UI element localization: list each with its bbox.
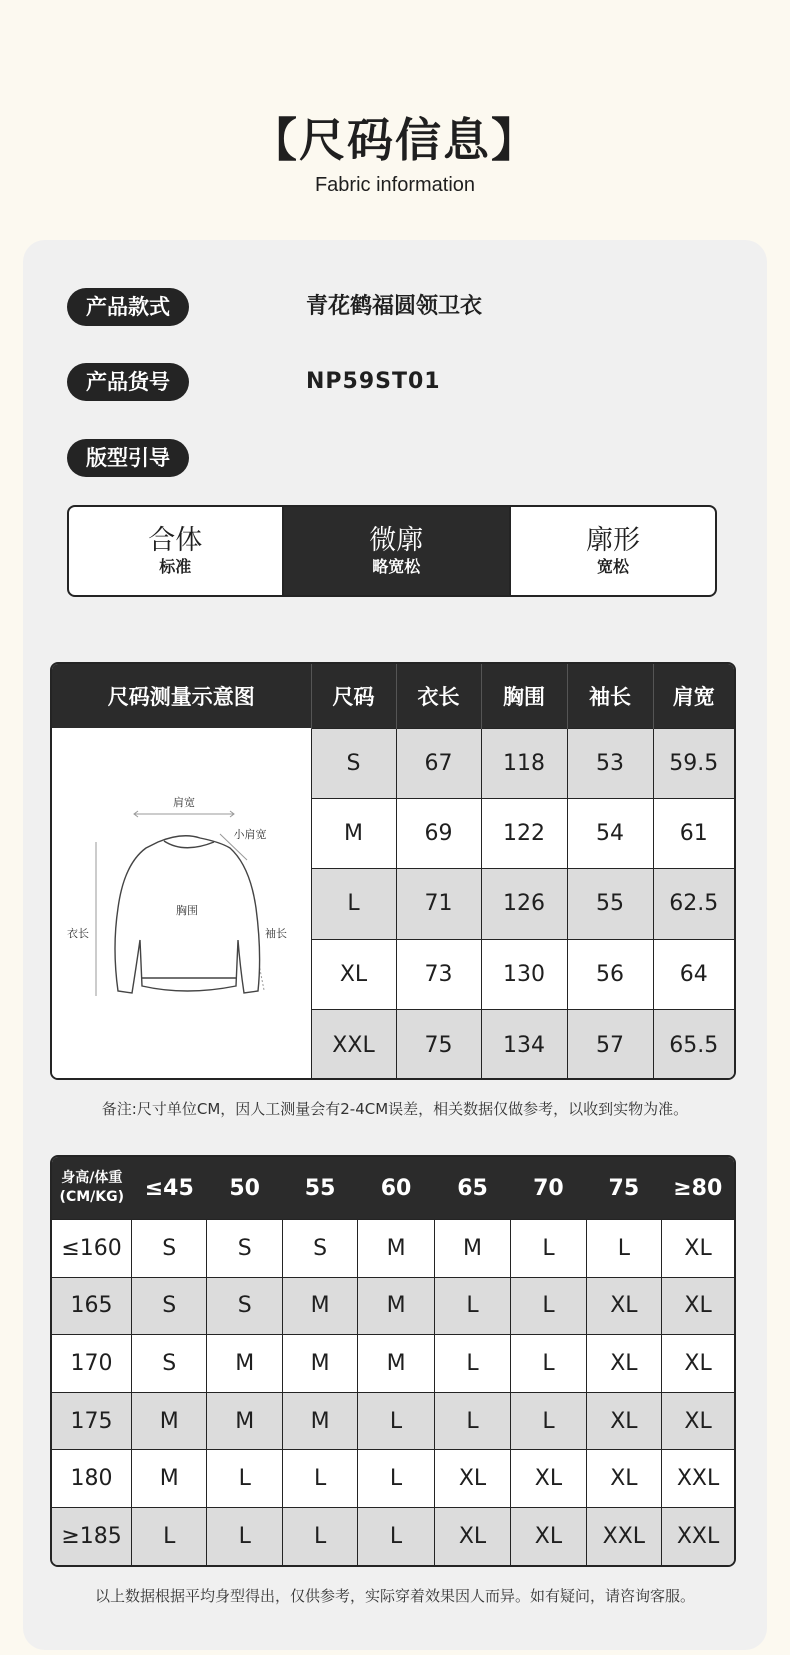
shoulder-cell: 59.5 xyxy=(653,728,734,798)
recommended-size-cell: L xyxy=(282,1450,357,1508)
recommended-size-cell: XXL xyxy=(662,1507,734,1565)
recommended-size-cell: XXL xyxy=(586,1507,661,1565)
chest-cell: 118 xyxy=(481,728,567,798)
recommended-size-cell: S xyxy=(282,1220,357,1278)
style-value: 青花鹤福圆领卫衣 xyxy=(306,294,483,319)
table-row xyxy=(52,728,734,798)
header-weight: ≤45 xyxy=(132,1157,207,1220)
corner-line-2: (CM/KG) xyxy=(59,1189,125,1206)
height-cell: ≥185 xyxy=(52,1507,132,1565)
diagram-label-sleeve: 袖长 xyxy=(264,927,287,940)
shoulder-cell: 64 xyxy=(653,939,734,1009)
fit-option-relaxed xyxy=(282,507,509,595)
recommended-size-cell: L xyxy=(511,1220,586,1278)
size-recommendation-table xyxy=(50,1155,736,1567)
recommended-size-cell: S xyxy=(207,1220,282,1278)
recommended-size-cell: L xyxy=(132,1507,207,1565)
sku-label: 产品货号 xyxy=(67,363,189,401)
fit-option-main: 合体 xyxy=(148,525,203,556)
chest-cell: 122 xyxy=(481,798,567,868)
length-cell: 75 xyxy=(396,1010,481,1080)
height-cell: 180 xyxy=(52,1450,132,1508)
size-cell: XL xyxy=(311,939,396,1009)
recommended-size-cell: S xyxy=(132,1277,207,1335)
header-length: 衣长 xyxy=(396,664,481,728)
recommended-size-cell: L xyxy=(434,1392,510,1450)
fit-option-sub: 略宽松 xyxy=(372,557,421,576)
diagram-label-small-shoulder: 小肩宽 xyxy=(233,828,267,841)
sku-value: NP59ST01 xyxy=(306,369,441,394)
header-weight: 65 xyxy=(434,1157,510,1220)
size-table-note: 备注:尺寸单位CM，因人工测量会有2-4CM误差，相关数据仅做参考，以收到实物为准。 xyxy=(101,1100,689,1118)
header-weight: 55 xyxy=(282,1157,357,1220)
recommendation-note: 以上数据根据平均身型得出，仅供参考，实际穿着效果因人而异。如有疑问，请咨询客服。 xyxy=(94,1587,695,1605)
recommended-size-cell: M xyxy=(358,1220,434,1278)
recommended-size-cell: L xyxy=(358,1507,434,1565)
table-row xyxy=(52,1277,734,1335)
recommended-size-cell: L xyxy=(586,1220,661,1278)
fit-guide-label: 版型引导 xyxy=(67,439,189,477)
chest-cell: 130 xyxy=(481,939,567,1009)
fit-option-regular xyxy=(69,507,282,595)
chest-cell: 134 xyxy=(481,1010,567,1080)
height-cell: 165 xyxy=(52,1277,132,1335)
recommended-size-cell: M xyxy=(132,1450,207,1508)
size-table-header xyxy=(52,664,734,728)
sleeve-cell: 57 xyxy=(567,1010,653,1080)
recommended-size-cell: XL xyxy=(434,1450,510,1508)
recommended-size-cell: S xyxy=(207,1277,282,1335)
measurement-diagram xyxy=(52,728,311,1080)
header-weight: 75 xyxy=(586,1157,661,1220)
height-cell: 170 xyxy=(52,1335,132,1393)
sleeve-cell: 54 xyxy=(567,798,653,868)
recommendation-header xyxy=(52,1157,734,1220)
header-weight: ≥80 xyxy=(662,1157,734,1220)
recommended-size-cell: XL xyxy=(662,1392,734,1450)
page-title: 【尺码信息】 xyxy=(251,113,539,167)
length-cell: 71 xyxy=(396,869,481,939)
recommended-size-cell: XL xyxy=(662,1335,734,1393)
size-cell: M xyxy=(311,798,396,868)
fit-option-sub: 标准 xyxy=(159,557,192,576)
table-row xyxy=(52,1335,734,1393)
sleeve-cell: 56 xyxy=(567,939,653,1009)
header-weight: 70 xyxy=(511,1157,586,1220)
shoulder-cell: 62.5 xyxy=(653,869,734,939)
recommended-size-cell: M xyxy=(207,1335,282,1393)
header-size: 尺码 xyxy=(311,664,396,728)
size-cell: L xyxy=(311,869,396,939)
recommended-size-cell: L xyxy=(282,1507,357,1565)
sleeve-cell: 55 xyxy=(567,869,653,939)
shoulder-cell: 61 xyxy=(653,798,734,868)
fit-option-oversized xyxy=(509,507,715,595)
recommended-size-cell: M xyxy=(132,1392,207,1450)
recommended-size-cell: XL xyxy=(662,1220,734,1278)
header-sleeve: 袖长 xyxy=(567,664,653,728)
recommended-size-cell: S xyxy=(132,1220,207,1278)
recommended-size-cell: M xyxy=(282,1335,357,1393)
recommended-size-cell: XL xyxy=(511,1507,586,1565)
diagram-label-shoulder: 肩宽 xyxy=(172,796,195,809)
fit-option-sub: 宽松 xyxy=(596,557,629,576)
recommended-size-cell: XL xyxy=(434,1507,510,1565)
fit-option-main: 廓形 xyxy=(585,525,640,556)
recommended-size-cell: L xyxy=(434,1335,510,1393)
header-weight: 60 xyxy=(358,1157,434,1220)
height-cell: ≤160 xyxy=(52,1220,132,1278)
recommended-size-cell: XL xyxy=(511,1450,586,1508)
recommended-size-cell: L xyxy=(434,1277,510,1335)
recommended-size-cell: L xyxy=(511,1335,586,1393)
fit-option-main: 微廓 xyxy=(369,525,424,556)
recommended-size-cell: XL xyxy=(586,1277,661,1335)
recommended-size-cell: XL xyxy=(586,1392,661,1450)
recommended-size-cell: M xyxy=(207,1392,282,1450)
header-diagram: 尺码测量示意图 xyxy=(52,664,311,728)
chest-cell: 126 xyxy=(481,869,567,939)
size-measurement-table xyxy=(50,662,736,1080)
size-cell: S xyxy=(311,728,396,798)
diagram-label-length: 衣长 xyxy=(66,927,89,940)
style-label: 产品款式 xyxy=(67,288,189,326)
length-cell: 69 xyxy=(396,798,481,868)
recommended-size-cell: XL xyxy=(662,1277,734,1335)
length-cell: 73 xyxy=(396,939,481,1009)
recommended-size-cell: XL xyxy=(586,1335,661,1393)
header-weight: 50 xyxy=(207,1157,282,1220)
header-corner xyxy=(52,1157,132,1220)
recommended-size-cell: S xyxy=(132,1335,207,1393)
recommended-size-cell: L xyxy=(358,1392,434,1450)
height-cell: 175 xyxy=(52,1392,132,1450)
recommended-size-cell: L xyxy=(207,1507,282,1565)
table-row xyxy=(52,1450,734,1508)
table-row xyxy=(52,1392,734,1450)
sleeve-cell: 53 xyxy=(567,728,653,798)
table-row xyxy=(52,1220,734,1278)
recommended-size-cell: XXL xyxy=(662,1450,734,1508)
header-chest: 胸围 xyxy=(481,664,567,728)
recommended-size-cell: L xyxy=(358,1450,434,1508)
recommended-size-cell: M xyxy=(358,1335,434,1393)
diagram-label-chest: 胸围 xyxy=(175,904,198,917)
fit-selector xyxy=(67,505,717,597)
recommended-size-cell: M xyxy=(434,1220,510,1278)
recommended-size-cell: M xyxy=(282,1392,357,1450)
recommended-size-cell: M xyxy=(358,1277,434,1335)
size-cell: XXL xyxy=(311,1010,396,1080)
page-subtitle: Fabric information xyxy=(314,174,476,196)
recommended-size-cell: L xyxy=(207,1450,282,1508)
length-cell: 67 xyxy=(396,728,481,798)
recommended-size-cell: M xyxy=(282,1277,357,1335)
corner-line-1: 身高/体重 xyxy=(61,1170,123,1187)
recommended-size-cell: L xyxy=(511,1277,586,1335)
shoulder-cell: 65.5 xyxy=(653,1010,734,1080)
header-shoulder: 肩宽 xyxy=(653,664,734,728)
sweatshirt-diagram xyxy=(54,728,309,1074)
table-row xyxy=(52,1507,734,1565)
recommended-size-cell: XL xyxy=(586,1450,661,1508)
recommended-size-cell: L xyxy=(511,1392,586,1450)
